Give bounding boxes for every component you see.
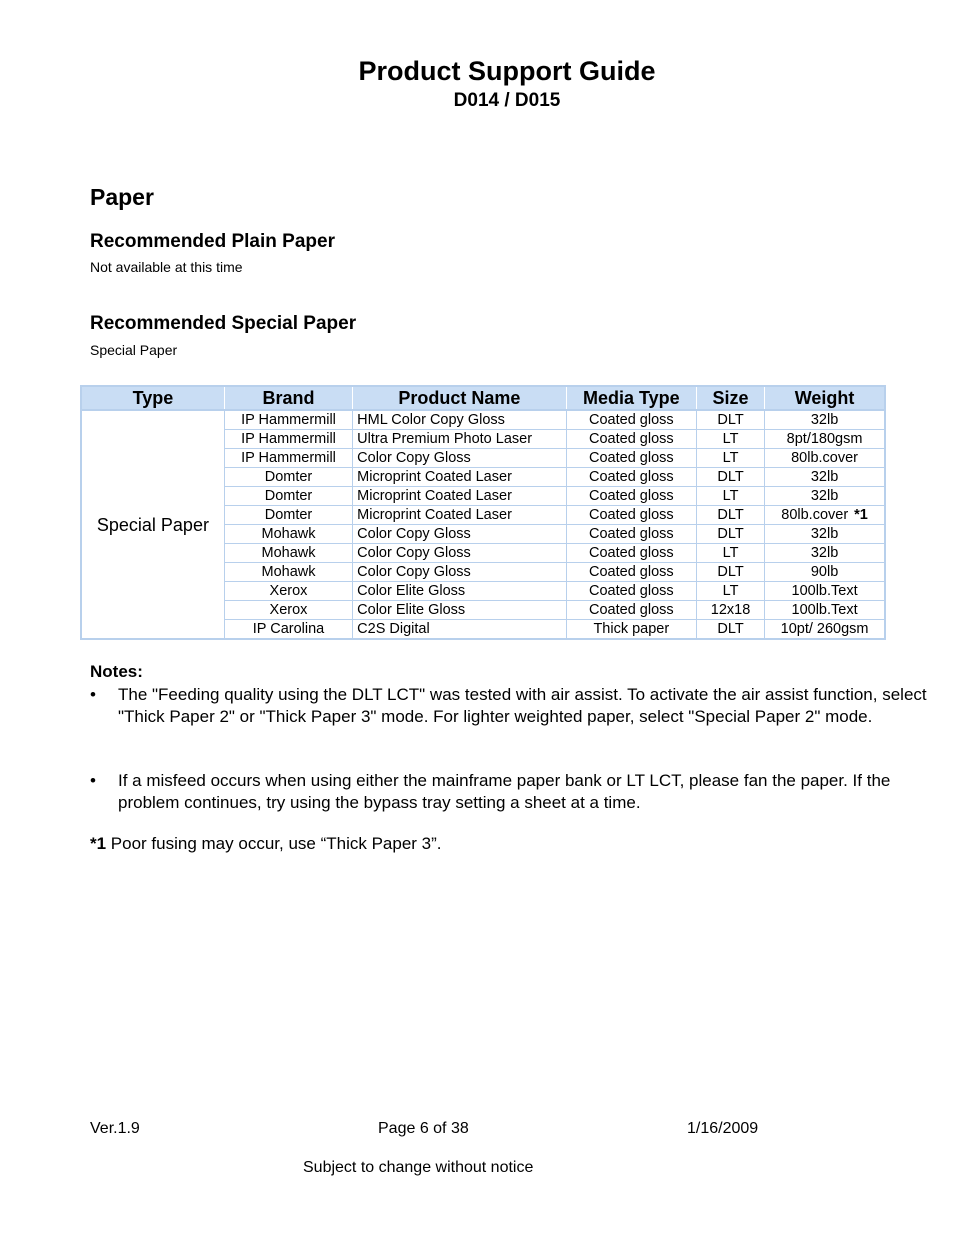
note-text: If a misfeed occurs when using either the mainframe paper bank or LT LCT, please fan the paper. If the problem continues, try using the bypass tray setting a sheet at a time. [118, 771, 891, 812]
cell-media-type-text: Coated gloss [589, 526, 674, 542]
cell-product-name-text: C2S Digital [357, 621, 430, 637]
notes-title: Notes: [90, 662, 143, 681]
cell-brand-text: Domter [264, 488, 313, 504]
cell-brand [224, 601, 352, 620]
cell-size [696, 506, 764, 525]
cell-weight-text: 32lb [810, 526, 839, 542]
cell-brand [224, 506, 352, 525]
footnote-mark: *1 [90, 834, 107, 853]
cell-brand-text: Xerox [269, 602, 308, 618]
cell-weight [765, 601, 885, 620]
header-media-type: Media Type [566, 386, 696, 410]
footer-version: Ver.1.9 [90, 1120, 140, 1137]
header-weight: Weight [765, 386, 885, 410]
cell-weight-text: 80lb.cover [791, 450, 859, 466]
cell-media-type-text: Thick paper [593, 621, 670, 637]
cell-size-text: DLT [717, 564, 744, 580]
cell-media-type-text: Coated gloss [589, 412, 674, 428]
cell-brand-text: Mohawk [261, 564, 316, 580]
cell-product-name-text: Color Copy Gloss [357, 526, 471, 542]
cell-product-name [353, 410, 567, 430]
plain-paper-status-text: Not available at this time [90, 259, 243, 275]
cell-size-text: LT [722, 545, 739, 561]
cell-media-type-text: Coated gloss [589, 564, 674, 580]
cell-media-type-text: Coated gloss [589, 488, 674, 504]
cell-media-type [566, 563, 696, 582]
special-paper-table [80, 385, 886, 640]
cell-media-type [566, 506, 696, 525]
cell-weight-text: 90lb [810, 564, 839, 580]
cell-weight-text: 100lb.Text [791, 602, 858, 618]
cell-media-type [566, 525, 696, 544]
cell-brand [224, 544, 352, 563]
special-paper-caption: Special Paper [90, 342, 178, 358]
cell-weight-text: 32lb [810, 488, 839, 504]
section-title-paper: Paper [90, 184, 154, 210]
footnote-text: Poor fusing may occur, use “Thick Paper 3”. [106, 834, 442, 853]
table-row [81, 410, 885, 430]
document-model-subtitle: D014 / D015 [453, 90, 561, 111]
cell-product-name [353, 468, 567, 487]
cell-brand [224, 620, 352, 640]
cell-product-name-text: HML Color Copy Gloss [357, 412, 505, 428]
cell-size [696, 410, 764, 430]
cell-brand-text: IP Hammermill [241, 412, 336, 428]
cell-weight [765, 468, 885, 487]
footnote [90, 834, 442, 854]
cell-weight-text: 8pt/180gsm [786, 431, 863, 447]
cell-product-name-text: Microprint Coated Laser [357, 507, 512, 523]
cell-media-type [566, 430, 696, 449]
cell-media-type [566, 410, 696, 430]
cell-media-type-text: Coated gloss [589, 602, 674, 618]
cell-size-text: DLT [717, 469, 744, 485]
bullet-icon: • [90, 685, 96, 704]
cell-product-name [353, 582, 567, 601]
cell-weight-text: 32lb [810, 545, 839, 561]
cell-brand-text: IP Hammermill [241, 431, 336, 447]
cell-weight-text: 100lb.Text [791, 583, 858, 599]
cell-product-name-text: Ultra Premium Photo Laser [357, 431, 533, 447]
cell-size [696, 544, 764, 563]
cell-size-text: LT [722, 431, 739, 447]
footer-date: 1/16/2009 [687, 1120, 759, 1137]
cell-size [696, 468, 764, 487]
cell-media-type [566, 449, 696, 468]
cell-weight [765, 563, 885, 582]
footer-page-number: Page 6 of 38 [378, 1120, 469, 1137]
cell-product-name [353, 563, 567, 582]
heading-recommended-plain-paper: Recommended Plain Paper [90, 231, 335, 252]
cell-media-type [566, 468, 696, 487]
cell-media-type [566, 544, 696, 563]
cell-weight [765, 430, 885, 449]
cell-media-type-text: Coated gloss [589, 583, 674, 599]
cell-size [696, 430, 764, 449]
cell-brand [224, 582, 352, 601]
cell-weight [765, 582, 885, 601]
cell-product-name-text: Color Elite Gloss [357, 583, 466, 599]
cell-size [696, 449, 764, 468]
cell-weight [765, 410, 885, 430]
cell-size [696, 601, 764, 620]
cell-product-name [353, 544, 567, 563]
cell-size-text: LT [722, 450, 739, 466]
cell-weight-text: 32lb [810, 469, 839, 485]
cell-brand-text: IP Hammermill [241, 450, 336, 466]
cell-size [696, 582, 764, 601]
cell-size [696, 525, 764, 544]
cell-weight [765, 620, 885, 640]
cell-product-name-text: Microprint Coated Laser [357, 488, 512, 504]
cell-weight-text: 10pt/ 260gsm [780, 621, 869, 637]
cell-size-text: 12x18 [710, 602, 751, 618]
cell-size [696, 563, 764, 582]
header-size: Size [696, 386, 764, 410]
cell-size-text: DLT [717, 526, 744, 542]
cell-brand [224, 410, 352, 430]
cell-brand-text: Xerox [269, 583, 308, 599]
cell-size-text: DLT [717, 507, 744, 523]
cell-brand [224, 430, 352, 449]
cell-media-type [566, 601, 696, 620]
cell-brand-text: Domter [264, 507, 313, 523]
footer-disclaimer: Subject to change without notice [303, 1159, 534, 1176]
table-header-row [81, 386, 885, 410]
cell-product-name-text: Color Copy Gloss [357, 564, 471, 580]
cell-weight-text: 80lb.cover [781, 507, 849, 523]
cell-product-name [353, 506, 567, 525]
cell-size [696, 620, 764, 640]
cell-brand-text: Mohawk [261, 526, 316, 542]
cell-product-name [353, 620, 567, 640]
cell-weight [765, 544, 885, 563]
heading-recommended-special-paper: Recommended Special Paper [90, 313, 357, 334]
cell-media-type [566, 620, 696, 640]
cell-brand [224, 449, 352, 468]
cell-weight [765, 525, 885, 544]
header-product-name: Product Name [353, 386, 567, 410]
cell-brand [224, 487, 352, 506]
cell-product-name [353, 487, 567, 506]
note-text: The "Feeding quality using the DLT LCT" was tested with air assist. To activate the air assist function, select "Thick Paper 2" or "Thick Paper 3" mode. For lighter weighted paper, select "Special Paper 2" mode. [118, 685, 927, 726]
document-title: Product Support Guide [358, 56, 656, 86]
cell-media-type-text: Coated gloss [589, 431, 674, 447]
cell-media-type-text: Coated gloss [589, 450, 674, 466]
cell-media-type-text: Coated gloss [589, 545, 674, 561]
cell-product-name-text: Color Copy Gloss [357, 545, 471, 561]
cell-brand-text: Mohawk [261, 545, 316, 561]
cell-media-type-text: Coated gloss [589, 469, 674, 485]
cell-brand-text: IP Carolina [252, 621, 325, 637]
cell-type: Special Paper [81, 410, 224, 639]
cell-weight [765, 487, 885, 506]
cell-brand-text: Domter [264, 469, 313, 485]
cell-product-name-text: Microprint Coated Laser [357, 469, 512, 485]
cell-brand [224, 563, 352, 582]
cell-product-name [353, 525, 567, 544]
cell-brand [224, 468, 352, 487]
cell-brand [224, 525, 352, 544]
cell-media-type-text: Coated gloss [589, 507, 674, 523]
cell-weight [765, 506, 885, 525]
header-brand: Brand [224, 386, 352, 410]
bullet-icon: • [90, 771, 96, 790]
cell-size [696, 487, 764, 506]
cell-media-type [566, 582, 696, 601]
note-item [90, 770, 940, 813]
cell-product-name-text: Color Elite Gloss [357, 602, 466, 618]
cell-product-name-text: Color Copy Gloss [357, 450, 471, 466]
table-body [81, 410, 885, 639]
cell-weight [765, 449, 885, 468]
cell-product-name [353, 430, 567, 449]
cell-product-name [353, 601, 567, 620]
footnote-reference: *1 [854, 507, 868, 523]
header-type: Type [81, 386, 224, 410]
cell-weight-text: 32lb [810, 412, 839, 428]
cell-product-name [353, 449, 567, 468]
cell-size-text: LT [722, 488, 739, 504]
cell-size-text: LT [722, 583, 739, 599]
note-item [90, 684, 940, 727]
cell-media-type [566, 487, 696, 506]
cell-size-text: DLT [717, 412, 744, 428]
cell-size-text: DLT [717, 621, 744, 637]
